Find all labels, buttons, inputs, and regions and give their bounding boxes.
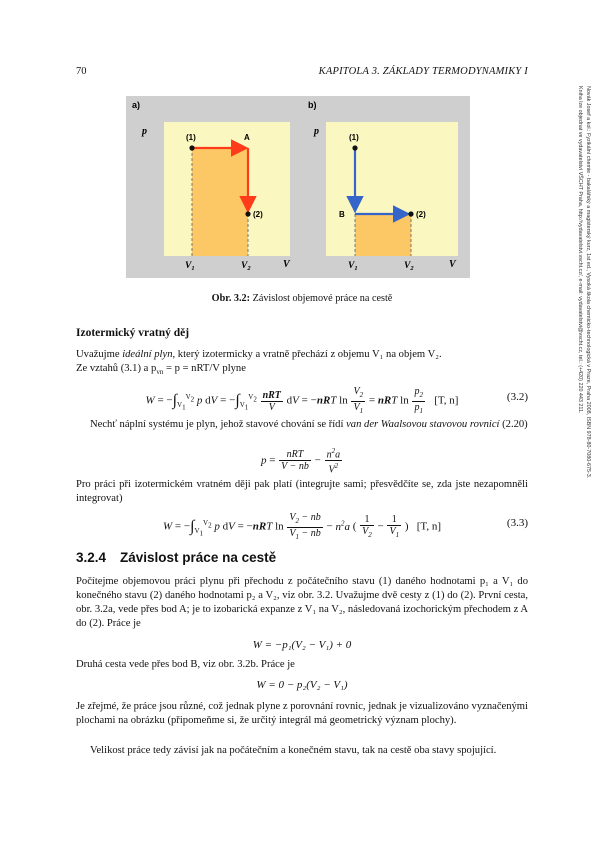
side-note-line-2: Kniha lze objednat ve vydavatelství VŠCHT Praha, http://vydavatelstvi.vscht.cz/, e-mail: vydavatelstvi@vscht.cz, tel.: (+420) 220 443 211. xyxy=(577,86,583,414)
panel-b-label-1: (1) xyxy=(349,133,359,142)
panel-a-point-1 xyxy=(189,145,194,150)
panel-a-label: a) xyxy=(132,100,141,110)
caption-text: Závislost objemové práce na cestě xyxy=(252,293,393,304)
panel-b-point-1 xyxy=(352,145,357,150)
p1-sub: vn xyxy=(156,368,164,377)
panel-b-label: b) xyxy=(308,100,317,110)
panel-b-tick-v2: $V_2$ xyxy=(404,261,414,272)
panel-b-y-axis: p xyxy=(314,126,319,137)
section-title: Závislost práce na cestě xyxy=(120,550,277,565)
paragraph-path-b: Druhá cesta vede přes bod B, viz obr. 3.2b. Práce je xyxy=(76,659,295,670)
equation-3-3: $W = -\int_{V_1}^{V_2}$ p dV = −nRT ln $\frac{V_2 - nb}{V_1 - nb}$ − $n^2a$ ( $\frac{1}{V_2}$ − $\frac{1}{V_1}$ ) [T, n] (3.3) xyxy=(76,508,528,538)
panel-a-label-1: (1) xyxy=(186,133,196,142)
panel-b xyxy=(308,100,458,272)
p2-text-2: (2.20) xyxy=(499,419,528,430)
panel-a-point-2 xyxy=(245,211,250,216)
panel-b-label-B: B xyxy=(339,210,345,219)
panel-a-work-area xyxy=(192,148,248,256)
panel-b-point-2 xyxy=(408,211,413,216)
paragraph-conclusion: Je zřejmé, že práce jsou různé, což jednak plyne z porovnání rovnic, jednak je vizualizováno vyznačenými plochami na obrázku (připomeňme si, že určitý integrál má geometrický význam plochy). xyxy=(76,701,528,726)
equation-van-der-waals: p = $\frac{\text{nRT}}{V - nb}$ − $\frac{n^2a}{V^2}$ xyxy=(260,447,341,476)
eq32-tag: (3.2) xyxy=(506,391,528,403)
caption-label: Obr. 3.2: xyxy=(211,293,251,304)
paragraph-van-der-waals xyxy=(76,418,528,432)
panel-b-work-area xyxy=(355,214,411,256)
section-number: 3.2.4 xyxy=(76,550,107,565)
eq33-tag: (3.3) xyxy=(506,517,528,529)
panel-a-tick-v2: $V_2$ xyxy=(241,261,251,272)
paragraph-integrate: Pro práci při izotermickém vratném ději pak platí (integrujte sami; přesvědčíte se, zda jste nezapomněli integrovat) xyxy=(76,479,528,504)
figure-caption xyxy=(76,293,528,304)
panel-a-y-axis: p xyxy=(142,126,147,137)
section-heading xyxy=(76,550,276,565)
paragraph-isothermal-intro xyxy=(76,348,528,379)
p1-text-1: Uvažujme xyxy=(76,349,123,360)
side-note-line-1: Novák Josef a kol.: Fyzikální chemie - bakalářský a magisterský kurz, 1st ed., Vysoká škola chemicko-technologická v Praze, Praha 2008, ISBN 978-80-7080-675-3. xyxy=(585,86,591,479)
panel-a-x-axis: V xyxy=(283,259,290,270)
panel-a-label-A: A xyxy=(244,133,250,142)
panel-a-tick-v1: $V_1$ xyxy=(185,261,195,272)
page-number: 70 xyxy=(76,66,87,77)
page-header xyxy=(76,66,528,80)
paragraph-path-dependence: Velikost práce tedy závisí jak na počátečním a konečném stavu, tak na cestě oba stavy spojující. xyxy=(90,745,497,756)
equation-path-a: W = −p₁(V₂ − V₁) + 0 xyxy=(252,639,352,651)
p1-emphasis: ideální plyn xyxy=(122,349,173,360)
p2-emphasis: van der Waalsovou stavovou rovnicí xyxy=(346,419,500,430)
p1-text-2: , který izotermicky a vratně přechází z objemu V₁ na objem V₂. xyxy=(172,349,442,360)
paragraph-two-paths: Počítejme objemovou práci plynu při přechodu z počátečního stavu (1) daného hodnotami p₁ a V₁ do konečného stavu (2) daného hodnotami p₂ a V₂, viz obr. 3.2. Uvažujme dvě cesty z (1) do (2). První cesta, obr. 3.2a, vede přes bod A; je to izobarická expanze z V₁ na V₂, následovaná izochorickým přechodem z A do (2). Práce je xyxy=(76,576,528,629)
panel-a xyxy=(132,100,291,272)
pv-diagram-figure xyxy=(126,96,470,278)
side-note xyxy=(566,86,592,726)
panel-b-tick-v1: $V_1$ xyxy=(348,261,358,272)
equation-3-2: $W = -\int_{V_1}^{V_2}$ p dV = $-\int_{V_1}^{V_2}$ $\frac{\text{nRT}}{V}$ dV = −nRT ln $\frac{V_2}{V_1}$ = nRT ln $\frac{p_2}{p_1}$ [T, n] (3.2) xyxy=(76,382,528,412)
p1-text-3: Ze vztahů (3.1) a p xyxy=(76,363,157,374)
chapter-title: KAPITOLA 3. ZÁKLADY TERMODYNAMIKY I xyxy=(318,66,528,77)
p2-text-1: Nechť náplní systému je plyn, jehož stavové chování se řídí xyxy=(90,419,347,430)
panel-b-x-axis: V xyxy=(449,259,456,270)
eq32-condition: [T, n] xyxy=(434,394,459,407)
equation-path-b: W = 0 − p₂(V₂ − V₁) xyxy=(256,679,348,691)
p1-text-4: = p = nRT/V plyne xyxy=(163,363,246,374)
panel-b-label-2: (2) xyxy=(416,210,426,219)
panel-a-label-2: (2) xyxy=(253,210,263,219)
subsection-heading: Izotermický vratný děj xyxy=(76,327,190,339)
eq33-condition: [T, n] xyxy=(416,520,441,533)
